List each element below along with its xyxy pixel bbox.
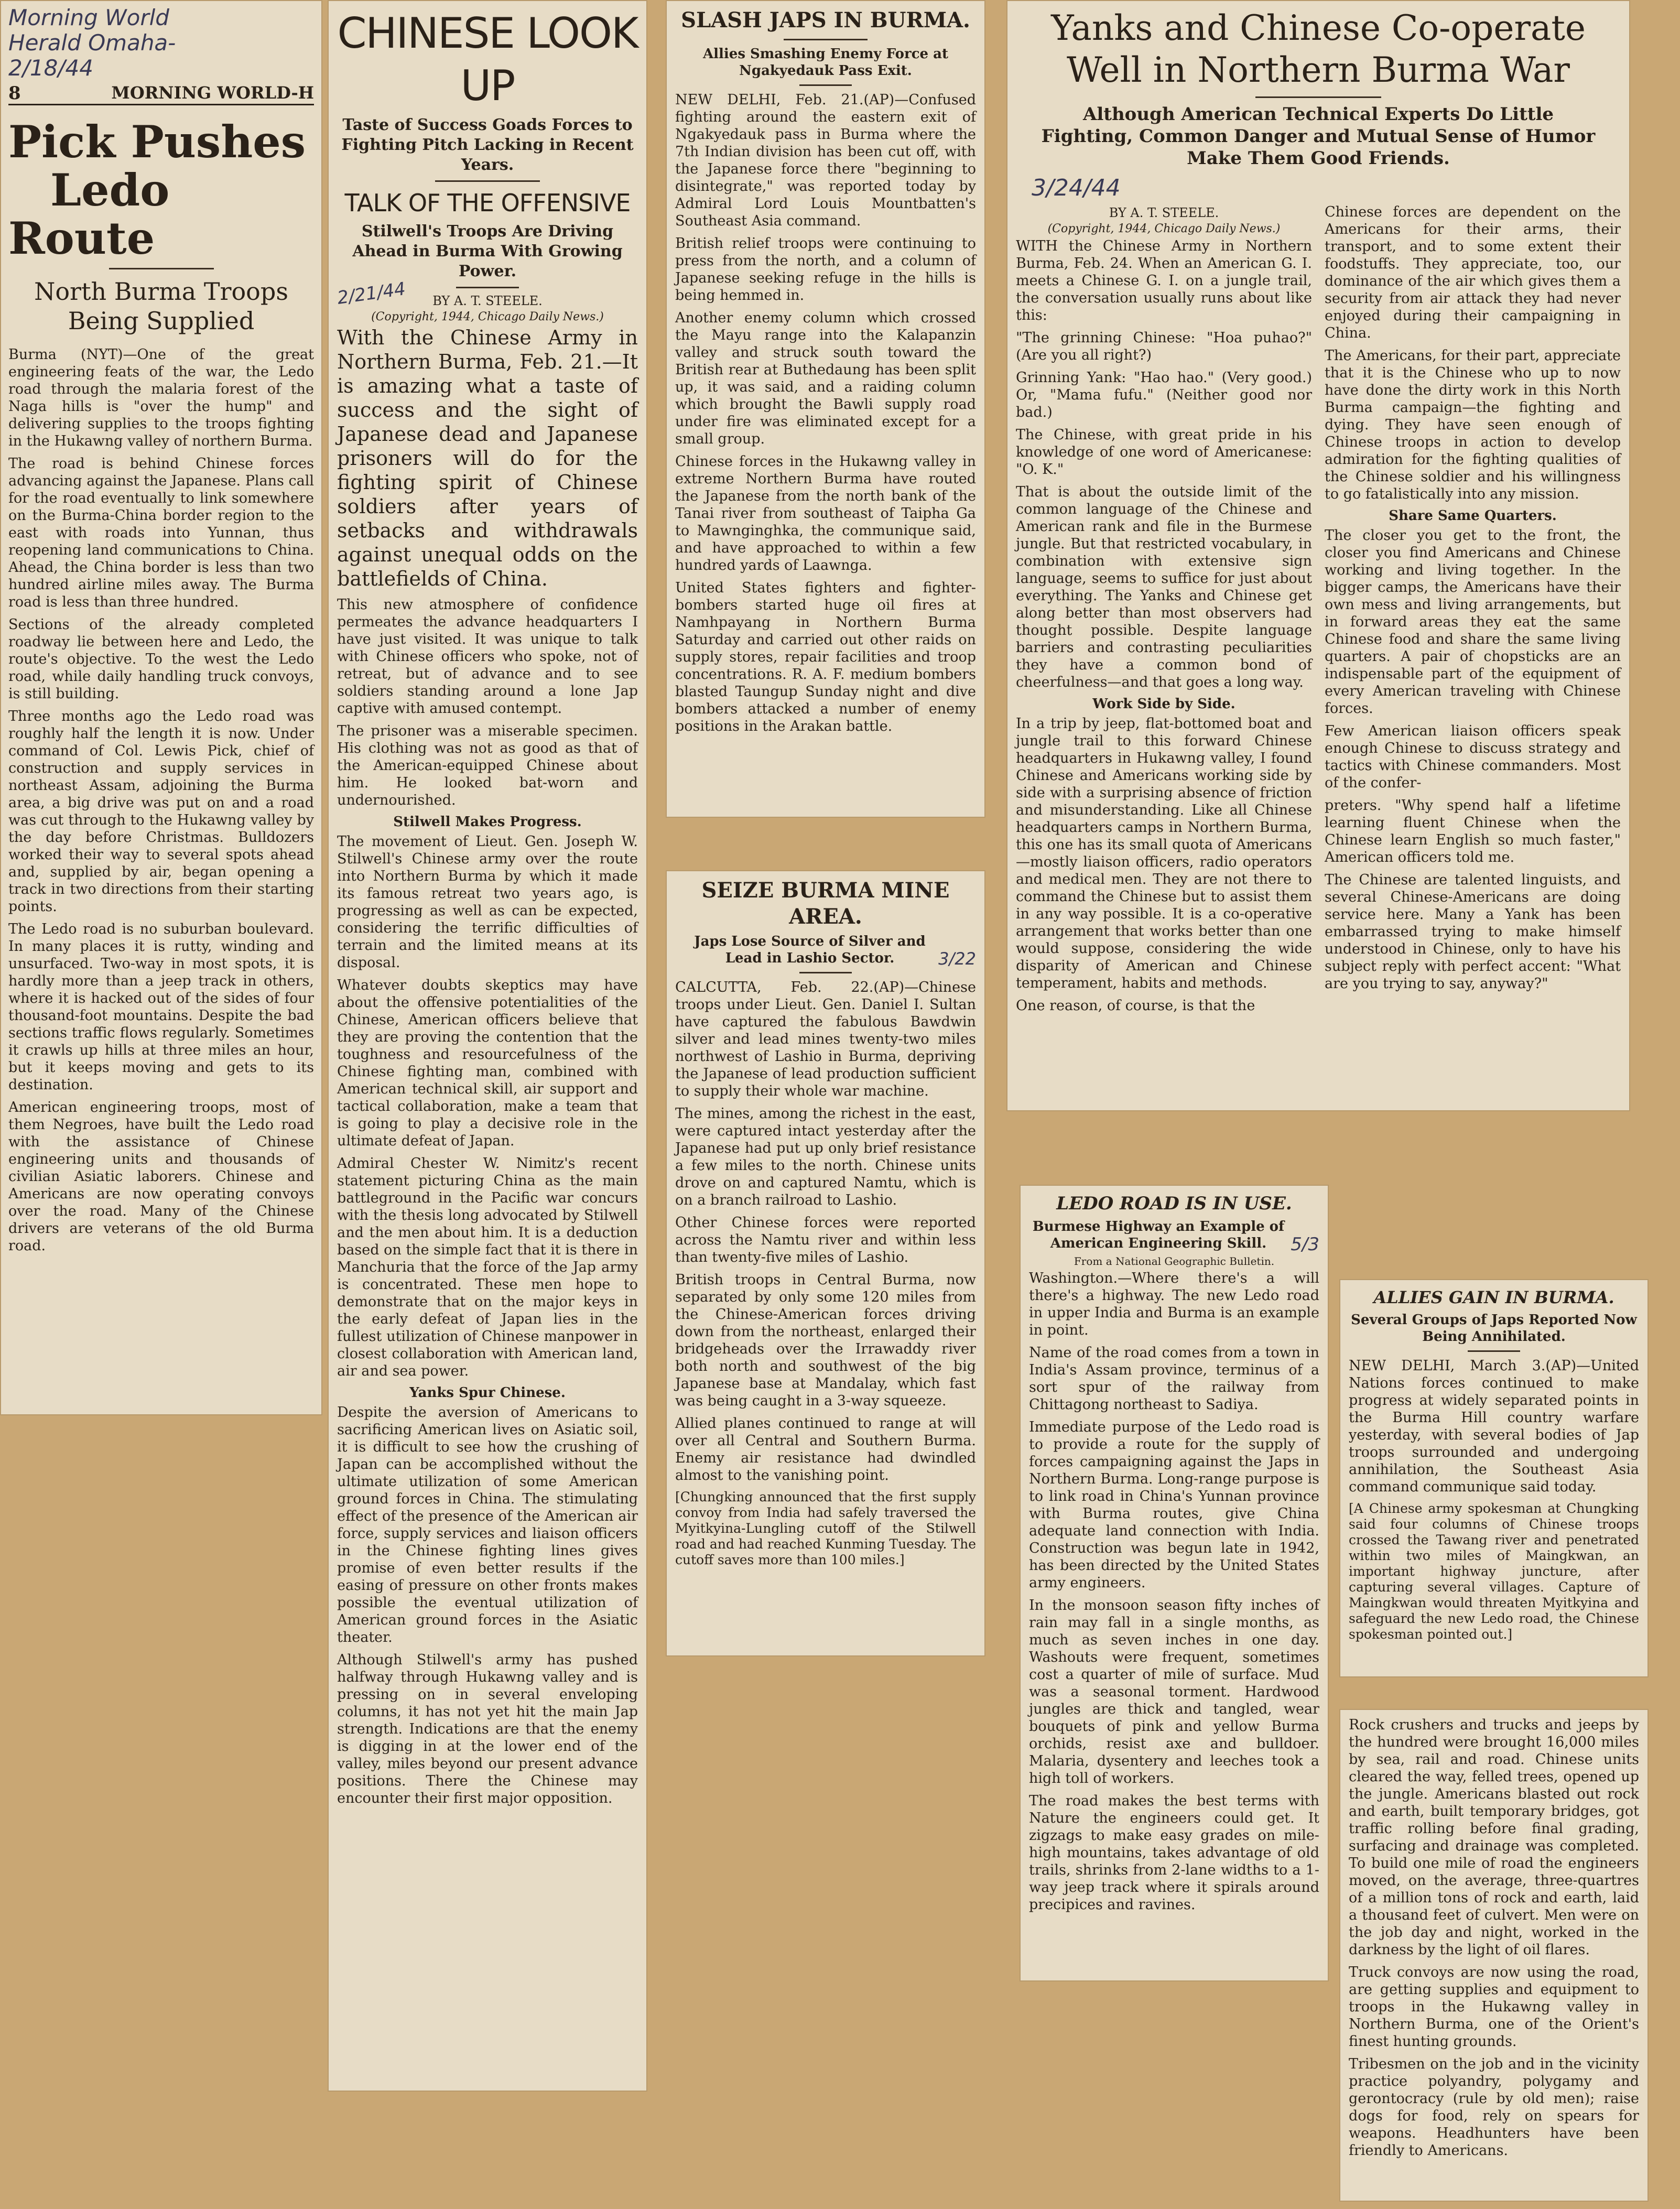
deck: Several Groups of Japs Reported Now Being Annihilated. xyxy=(1351,1312,1637,1345)
clipping-allies-gain-in-burma xyxy=(1339,1279,1649,1677)
clipping-slash-japs-in-burma xyxy=(666,0,985,818)
paragraph: CALCUTTA, Feb. 22.(AP)—Chinese troops under Lieut. Gen. Daniel I. Sultan have captured the fabulous Bawdwin silver and lead mines twenty-two miles northwest of Lashio in Burma, depriving the Japanese of lead production sufficient to supply their whole war machine. xyxy=(675,979,976,1099)
subhead: Work Side by Side. xyxy=(1092,696,1235,712)
paragraph: [Chungking announced that the first supply convoy from India had safely traversed the Myitkyina-Lungling cutoff of the Stilwell road and had reached Kunming Tuesday. The cutoff saves more than 100 miles.] xyxy=(675,1489,976,1567)
clipping-yanks-and-chinese xyxy=(1006,0,1630,1111)
paragraph: The Chinese, with great pride in his knowledge of one word of Americanese: "O. K." xyxy=(1016,427,1312,478)
paragraph: Tribesmen on the job and in the vicinity practice polyandry, polygamy and gerontocracy (rule by old men); raise dogs for food, rely on spears for weapons. Headhunters have been friendly to Americans. xyxy=(1349,2056,1639,2159)
paragraph: The mines, among the richest in the east, were captured intact yesterday after the Japanese had put up only brief resistance a few miles to the north. Chinese units drove on and captured Namtu, which is on a branch railroad to Lashio. xyxy=(675,1106,976,1208)
divider xyxy=(1255,96,1381,98)
paragraph: In the monsoon season fifty inches of rain may fall in a single months, as much as seven inches in one day. Washouts were frequent, sometimes cost a quarter of mile of surface. Mud was a seasonal torment. Hardwood jungles are thick and tangled, wear bouquets of pink and yellow Burma orchids, resist axe and bulldoer. Malaria, dysentery and leeches took a high toll of workers. xyxy=(1029,1597,1319,1786)
paragraph: The movement of Lieut. Gen. Joseph W. Stilwell's Chinese army over the route into Northern Burma by which it made its famous retreat two years ago, is progressing as well as can be expected, considering the terrific difficulties of terrain and the limited means at its disposal. xyxy=(337,833,638,971)
paragraph: One reason, of course, is that the xyxy=(1016,998,1255,1014)
page-header xyxy=(8,83,314,105)
paragraph: Chinese forces are dependent on the Americans for their arms, their transport, and to some extent their foodstuffs. They appreciate, too, our dominance of the air which gives them a security from air attack they had never enjoyed during their campaigning in China. xyxy=(1325,204,1621,341)
paragraph: Truck convoys are now using the road, are getting supplies and equipment to troops in the Hukawng valley in Northern Burma, one of the Orient's finest hunting grounds. xyxy=(1349,1964,1639,2050)
paragraph: Name of the road comes from a town in India's Assam province, terminus of a sort spur of the railway from Chittagong northeast to Sadiya. xyxy=(1029,1345,1319,1413)
paragraph: Another enemy column which crossed the Mayu range into the Kalapanzin valley and struck south toward the British rear at Buthedaung has been split up, it was said, and a raiding column which brought the Bawli supply road under fire was eliminated except for a small group. xyxy=(675,310,976,447)
paragraph: Few American liaison officers speak enough Chinese to discuss strategy and tactics with Chinese commanders. Most of the confer- xyxy=(1325,723,1621,791)
article-columns xyxy=(1016,203,1621,1020)
paragraph: Allied planes continued to range at will over all Central and Southern Burma. Enemy air resistance had dwindled almost to the vanishing point. xyxy=(675,1415,976,1484)
page-number: 8 xyxy=(8,83,21,104)
divider xyxy=(456,287,519,288)
paragraph: The Chinese are talented linguists, and several Chinese-Americans are doing service here. Many a Yank has been embarrassed trying to make himself understood in Chinese, only to have his subject reply with perfect accent: "What are you trying to say, anyway?" xyxy=(1325,872,1621,992)
paragraph: Other Chinese forces were reported across the Namtu river and within less than twenty-five miles of Lashio. xyxy=(675,1215,976,1265)
source-line: From a National Geographic Bulletin. xyxy=(1074,1255,1275,1268)
paragraph: British relief troops were continuing to press from the north, and a column of Japanese seeking refuge in the hills is being hemmed in. xyxy=(675,235,976,304)
byline: BY A. T. STEELE. xyxy=(432,294,543,308)
headline: Yanks and Chinese Co-operate Well in Northern Burma War xyxy=(1051,8,1586,90)
handwritten-date-note: 3/24/44 xyxy=(1032,175,1121,201)
headline: CHINESE LOOK UP xyxy=(337,9,638,110)
divider xyxy=(784,39,868,40)
paragraph: preters. "Why spend half a lifetime learning fluent Chinese when the Chinese learn English so much faster," American officers told me. xyxy=(1325,797,1621,865)
paragraph: Although Stilwell's army has pushed halfway through Hukawng valley and is pressing on in several enveloping columns, it has not yet hit the main Jap strength. Indications are that the enemy is digging in at the lower end of the valley, miles beyond our present advance positions. There the Chinese may encounter their first major opposition. xyxy=(337,1652,638,1806)
subhead: Stilwell Makes Progress. xyxy=(393,814,582,830)
paragraph: Burma (NYT)—One of the great engineering feats of the war, the Ledo road through the malaria forest of the Naga hills is "over the hump" and delivering supplies to the troops fighting in the Hukawng valley of northern Burma. xyxy=(8,346,314,449)
clipping-seize-burma-mine-area xyxy=(666,870,985,1656)
subhead: Share Same Quarters. xyxy=(1389,508,1557,524)
paragraph: The road is behind Chinese forces advancing against the Japanese. Plans call for the road eventually to link somewhere on the Burma-China border region to the east with roads into Yunnan, thus reopening land communications to China. Ahead, the China border is less than two hundred airline miles away. The Burma road is less than three hundred. xyxy=(8,456,314,610)
paragraph: Despite the aversion of Americans to sacrificing American lives on Asiatic soil, it is difficult to see how the crushing of Japan can be accomplished without the ultimate utilization of some American ground forces in China. The stimulating effect of the presence of the American air force, supply services and liaison officers in the Chinese fighting lines gives promise of even better results if the easing of pressure on other fronts makes possible the eventual utilization of American ground forces in the Asiatic theater. xyxy=(337,1404,638,1645)
paragraph: NEW DELHI, Feb. 21.(AP)—Confused fighting around the eastern exit of Ngakyedauk pass in Burma where the 7th Indian division has been cut off, with the Japanese force there "beginning to disintegrate," was reported today by Admiral Lord Louis Mountbatten's Southeast Asia command. xyxy=(675,92,976,229)
paragraph: Whatever doubts skeptics may have about the offensive potentialities of the Chinese, American officers believe that they are proving the contention that the toughness and resourcefulness of the Chinese fighting man, combined with American technical skill, air support and tactical collaboration, make a team that is going to play a decisive role in the ultimate defeat of Japan. xyxy=(337,977,638,1149)
paragraph: This new atmosphere of confidence permeates the advance headquarters I have just visited. It was unique to talk with Chinese officers who spoke, not of retreat, but of advance and to see soldiers standing around a lone Jap captive with amused contempt. xyxy=(337,597,638,717)
divider xyxy=(799,972,852,973)
column-2 xyxy=(1325,203,1621,1020)
headline xyxy=(8,118,314,263)
handwritten-date-note: 2/21/44 xyxy=(335,278,407,309)
deck: Burmese Highway an Example of American Engineering Skill. xyxy=(1032,1219,1285,1251)
headline: SLASH JAPS IN BURMA. xyxy=(681,8,970,33)
paragraph: The closer you get to the front, the closer you find Americans and Chinese working and living together. In the bigger camps, the Americans have their own mess and living arrangements, but in forward areas they eat the same Chinese food and share the same living quarters. A pair of chopsticks are an indispensable part of the equipment of every American traveling with Chinese forces. xyxy=(1325,527,1621,717)
paragraph: Grinning Yank: "Hao hao." (Very good.) Or, "Mama fufu." (Neither good nor bad.) xyxy=(1016,370,1312,420)
paragraph: Sections of the already completed roadway lie between here and Ledo, the route's objective. To the west the Ledo road, while daily handling truck convoys, is still building. xyxy=(8,616,314,702)
deck: Taste of Success Goads Forces to Fighting Pitch Lacking in Recent Years. xyxy=(341,116,634,174)
clipping-chinese-look-up xyxy=(328,0,647,2092)
deck: Japs Lose Source of Silver and Lead in Lashio Sector. xyxy=(694,934,926,966)
deck-2: Stilwell's Troops Are Driving Ahead in Burma With Growing Power. xyxy=(352,222,623,280)
paragraph: The road makes the best terms with Nature the engineers could get. It zigzags to make easy grades on mile-high mountains, takes advantage of old trails, shrinks from 2-lane widths to a 1-way jeep track where it spirals around precipices and ravines. xyxy=(1029,1793,1319,1913)
headline: ALLIES GAIN IN BURMA. xyxy=(1373,1287,1614,1307)
clipping-ledo-road-continuation xyxy=(1339,1709,1649,2202)
headline-2: TALK OF THE OFFENSIVE xyxy=(344,189,631,217)
paragraph: British troops in Central Burma, now separated by only some 120 miles from the Chinese-American forces driving down from the northeast, enlarged their bridgeheads over the Irrawaddy river both north and southwest of the big Japanese base at Mandalay, which fast was being caught in a 3-way squeeze. xyxy=(675,1272,976,1409)
paragraph: NEW DELHI, March 3.(AP)—United Nations forces continued to make progress at widely separated points in the Burma Hill country warfare yesterday, with several bodies of Jap troops surrounded and undergoing annihilation, the Southeast Asia command communique said today. xyxy=(1349,1358,1639,1495)
deck: Allies Smashing Enemy Force at Ngakyedauk Pass Exit. xyxy=(702,46,948,79)
newspaper-name: MORNING WORLD-H xyxy=(111,83,314,103)
paragraph: The prisoner was a miserable specimen. His clothing was not as good as that of the American-equipped Chinese about him. He looked bat-worn and undernourished. xyxy=(337,723,638,808)
paragraph: United States fighters and fighter-bombers started huge oil fires at Namhpayang in Northern Burma Saturday and carried out other raids on supply stores, repair facilities and troop concentrations. R. A. F. medium bombers blasted Taungup Sunday night and dive bombers attacked a number of enemy positions in the Arakan battle. xyxy=(675,580,976,734)
handwritten-date-note: 3/22 xyxy=(938,949,976,969)
headline: LEDO ROAD IS IN USE. xyxy=(1056,1193,1292,1214)
subhead: Yanks Spur Chinese. xyxy=(409,1385,566,1401)
deck: Although American Technical Experts Do Little Fighting, Common Danger and Mutual Sense of Humor Make Them Good Friends. xyxy=(1041,104,1596,169)
paragraph: [A Chinese army spokesman at Chungking said four columns of Chinese troops crossed the Tawang river and penetrated within two miles of Maingkwan, an important highway juncture, after capturing several villages. Capture of Maingkwan would threaten Myitkyina and safeguard the new Ledo road, the Chinese spokesman pointed out.] xyxy=(1349,1501,1639,1642)
paragraph: That is about the outside limit of the common language of the Chinese and American rank and file in the Burmese jungle. But that restricted vocabulary, in combination with extensive sign language, seems to suffice for just about everything. The Yanks and Chinese get along better than most observers had thought possible. Despite language barriers and contrasting peculiarities they have a common bond of cheerfulness—and that goes a long way. xyxy=(1016,484,1312,690)
handwritten-date-note: 5/3 xyxy=(1291,1234,1319,1255)
paragraph: Admiral Chester W. Nimitz's recent statement picturing China as the main battleground in the Pacific war concurs with the thesis long advocated by Stilwell and the men about him. It is a deduction based on the simple fact that it is there in Manchuria that the force of the Jap army is concentrated. These men hope to demonstrate that on the major keys in the early defeat of Japan lies in the fullest utilization of Chinese manpower in closest collaboration with American land, air and sea power. xyxy=(337,1155,638,1379)
headline: SEIZE BURMA MINE AREA. xyxy=(701,878,950,929)
clipping-pick-pushes-ledo-route xyxy=(0,0,322,1415)
paragraph: In a trip by jeep, flat-bottomed boat and jungle trail to this forward Chinese headquarters in Hukawng valley, I found Chinese and Americans working side by side with a surprising absence of friction and misunderstanding. Like all Chinese headquarters camps in Northern Burma, this one has its small quota of Americans—mostly liaison officers, radio operators and medical men. They are not there to command the Chinese but to assist them in any way possible. It is a co-operative arrangement that works better than one would suppose, considering the wide disparity of American and Chinese temperament, habits and methods. xyxy=(1016,716,1312,991)
column-1 xyxy=(1016,203,1312,1020)
paragraph: Washington.—Where there's a will there's a highway. The new Ledo road in upper India and Burma is an example in point. xyxy=(1029,1270,1319,1338)
paragraph: Immediate purpose of the Ledo road is to provide a route for the supply of forces campaigning against the Japs in Northern Burma. Long-range purpose is to link road in China's Yunnan province with Burma routes, give China adequate land connection with India. Construction was begun late in 1942, has been directed by the United States army engineers. xyxy=(1029,1419,1319,1591)
headline-line-2: Ledo Route xyxy=(8,164,170,264)
paragraph: The Ledo road is no suburban boulevard. In many places it is rutty, winding and unsurfaced. Two-way in most spots, it is hardly more than a jeep track in others, where it is hacked out of the sides of four thousand-foot mountains. Despite the bad sections traffic flows regularly. Sometimes it crawls up hills at three miles an hour, but it keeps moving and gets to its destination. xyxy=(8,921,314,1093)
paragraph: Chinese forces in the Hukawng valley in extreme Northern Burma have routed the Japanese from the north bank of the Tanai river from southeast of Taipha Ga to Mawnginghka, the communique said, and have approached to within a few hundred yards of Laawnga. xyxy=(675,453,976,573)
paragraph: Three months ago the Ledo road was roughly half the length it is now. Under command of Col. Lewis Pick, chief of construction and supply services in northeast Assam, adjoining the Burma area, a big drive was put on and a road was cut through to the Hukawng valley by the day before Christmas. Bulldozers worked their way to several spots ahead and, supplied by air, began opening a track in two directions from their starting points. xyxy=(8,708,314,915)
divider xyxy=(435,180,540,182)
subheadline: North Burma Troops Being Supplied xyxy=(34,277,288,335)
paragraph: "The grinning Chinese: "Hoa puhao?" (Are you all right?) xyxy=(1016,330,1312,363)
headline-line-1: Pick Pushes xyxy=(8,116,306,168)
divider xyxy=(109,268,214,269)
handwritten-masthead-note: Morning World Herald Omaha-2/18/44 xyxy=(8,5,176,81)
divider xyxy=(1468,1350,1520,1352)
paragraph: Rock crushers and trucks and jeeps by the hundred were brought 16,000 miles by sea, rail and road. Chinese units cleared the way, felled trees, opened up the jungle. Americans blasted out rock and earth, built temporary bridges, got traffic rolling before final grading, surfacing and drainage was completed. To build one mile of road the engineers moved, on the average, three-quartres of a million tons of rock and earth, laid a thousand feet of culvert. Men were on the job day and night, worked in the darkness by the light of oil flares. xyxy=(1349,1717,1639,1958)
copyright: (Copyright, 1944, Chicago Daily News.) xyxy=(371,310,604,323)
divider xyxy=(799,84,852,86)
lead-paragraph: With the Chinese Army in Northern Burma, Feb. 21.—It is amazing what a taste of success and the sight of Japanese dead and Japanese prisoners will do for the fighting spirit of Chinese soldiers after years of setbacks and withdrawals against unequal odds on the battlefields of China. xyxy=(337,326,638,590)
paragraph: The Americans, for their part, appreciate that it is the Chinese who up to now have done the dirty work in this North Burma campaign—the fighting and dying. They have seen enough of Chinese troops in action to develop admiration for the fighting qualities of the Chinese soldier and his willingness to go fatalistically into any mission. xyxy=(1325,348,1621,502)
copyright: (Copyright, 1944, Chicago Daily News.) xyxy=(1047,222,1281,235)
paragraph: American engineering troops, most of them Negroes, have built the Ledo road with the assistance of Chinese engineering units and thousands of civilian Asiatic laborers. Chinese and Americans are now operating convoys over the road. Many of the Chinese drivers are veterans of the old Burma road. xyxy=(8,1099,314,1254)
byline: BY A. T. STEELE. xyxy=(1109,205,1219,220)
paragraph: WITH the Chinese Army in Northern Burma, Feb. 24. When an American G. I. meets a Chinese G. I. on a jungle trail, the conversation usually runs about like this: xyxy=(1016,238,1312,323)
clipping-ledo-road-is-in-use xyxy=(1020,1185,1329,1981)
